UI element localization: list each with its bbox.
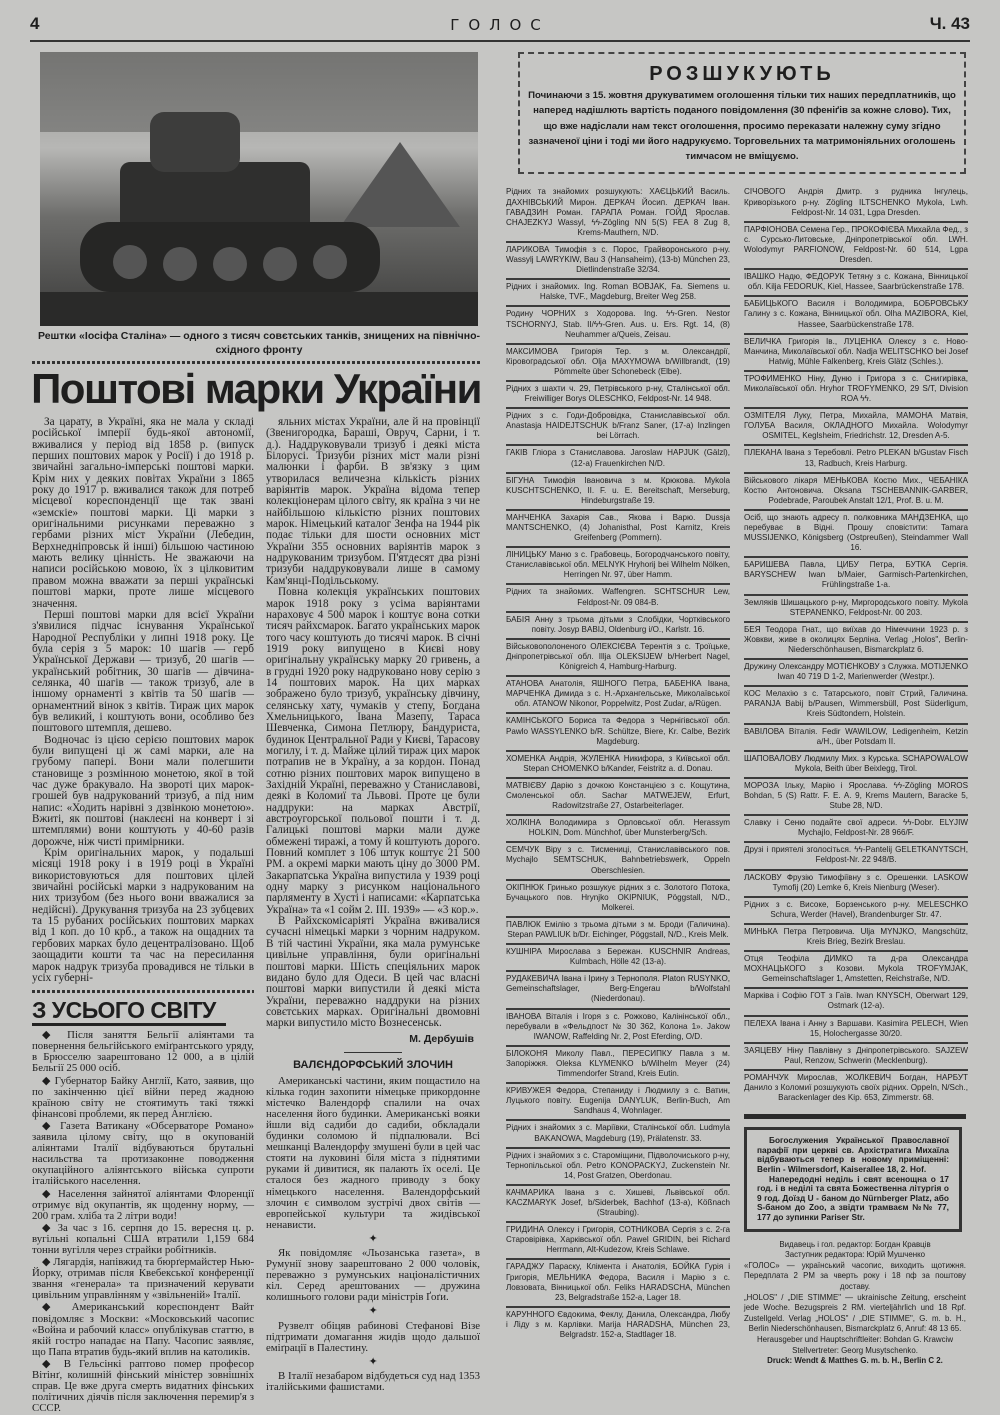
- classified-ad: ІВАШКО Надю, ФЕДОРУК Тетяну з с. Кожана, Вінницької обл. Kilja FEDORUK, Kiel, Hassee, Saarbrückenstraße 178.: [744, 270, 968, 297]
- classifieds-column-1: [506, 185, 730, 1366]
- classified-ad: Осіб, що знають адресу п. полковника МАНДЗЕНКА, що перебуває в Відні. Прошу сповістити: Tamara MUSSIJENKO, Königsberg (Ostpreußen), Steindammer Wall 16.: [744, 511, 968, 558]
- classified-ad: ВАВІЛОВА Віталія. Fedir WAWILOW, Ledigenheim, Ketzin a/H., über Potsdam II.: [744, 725, 968, 752]
- classified-ad: БАБИЦЬКОГО Василя і Володимира, БОБРОВСЬКУ Галину з с. Кожана, Вінницької обл. Olha MAZIBORA, Kiel, Hassee, Saarbückenstraße 178.: [744, 297, 968, 334]
- article-paragraph: В Райхскомісаріяті Україна вживалися сучасні німецькі марки з чорним надруком. В тій частині України, яка мала румунське цивільне управління, були оригінальні поштові марки. Шість спеціяльних марок видано було для Одеси. В цей час власні поштові марки випустили й деякі міста України, переважно наддруки на різних совєтських марках. Оригінальні двомовні марки випустило місто Вознесенськ.: [266, 915, 480, 1030]
- classified-ad: АТАНОВА Анатолія, ЯШНОГО Петра, БАБЕНКА Івана, МАРЧЕНКА Димида з с. Н.-Архангельське, Миколаївської обл. ATANOW Nikonor, Poppelwitz, Post Zudar, a/Rügen.: [506, 677, 730, 714]
- classified-ad: МАНЧЕНКА Захарія Сав., Якова і Варю. Dussja MANTSCHENKO, (4) Johanisthal, Post Karnitz, Kreis Greifenberg (Pommern).: [506, 511, 730, 548]
- photo-caption: Рештки «Іосіфа Сталіна» — одного з тисяч совєтських танків, знищених на північно-східного фронту: [37, 330, 481, 356]
- page-number: 4: [30, 14, 40, 33]
- classified-ad: Отця Теофіла ДИМКО та д-ра Олександра МОХНАЦЬКОГО з Козови. Mykola TROFYMJAK, Gemeinschaftslager 1, Amstetten, Reichstraße, N/D.: [744, 952, 968, 989]
- classified-ad: Військовополоненого ОЛЕКСІЄВА Терентія з с. Троїцьке, Дніпропетрівської обл. Illja OLEKSIJEW b/Herbert Nagel, Königreich 4, Hamburg-Harburg.: [506, 640, 730, 677]
- wanted-notice-box: [518, 52, 966, 174]
- left-column-stack: [32, 417, 254, 1415]
- classified-ad: ОЗМІТЕЛЯ Луку, Петра, Михайла, МАМОНА Матвія, ГОЛУБА Василя, ОКЛАДНОГО Михайла. Wolodymyr OSMITEL, Keglsheim, Friedrichstr. 12, Dresden A-5.: [744, 409, 968, 446]
- classified-ad: БІГУНА Тимофія Івановича з м. Крюкова. Mykola KUSCHTSCHENKO, II. F. u. E. Bereitschaft, Merseburg, Hindeburgstraße 19.: [506, 474, 730, 511]
- crime-article-title: ВАЛЄНДОРФСЬКИЙ ЗЛОЧИН: [293, 1058, 453, 1071]
- news-item: ◆ В Гельсінкі раптово помер професор Вітінґ, колишній фінський міністер зовнішніх справ. Це вже друга смерть видатних фінських політичних діячів після заключення перемир'я з СССР.: [32, 1357, 254, 1415]
- article-paragraph: Водночас із цією серією поштових марок були випущені ці ж самі марки, але на грубому папері. Вони мали полегшити становище з розмінною монетою, якої в той час дуже бракувало. На звороті цих марок-грошей був надрукований тризуб, а під ним напис: «Ходить нарівні з дзвінкою монетою». Вжиті, як поштові (наклеєні на конверт і зі штемплями) вони коштують у 40-60 разів дорожче, ніж чисті примірники.: [32, 733, 254, 848]
- classified-ad: КАЧМАРИКА Івана з с. Хишеві, Львівської обл. KACZMARYK Josef, b/Siderbek, Bachhof (13-a), Kößnach (Straubing).: [506, 1186, 730, 1223]
- classified-ad: Рідних з с. Годи-Добровідка, Станиславівської обл. Anastasja HAIDEJTSCHUK b/Franz Saner, (17-a) Inzlingen bei Lörrach.: [506, 409, 730, 446]
- classified-ad: Рідних і знайомих з с. Маріївки, Сталінської обл. Ludmyla BAKANOWA, Magdeburg (19), Prälatenstr. 33.: [506, 1121, 730, 1148]
- masthead-title: ГОЛОС: [450, 16, 550, 34]
- article-title: Поштові марки України: [31, 365, 481, 412]
- classified-ad: ХОЛКІНА Володимира з Орловської обл. Herassym HOLKIN, Dom. Münchhof, über Munsterberg/Sch.: [506, 816, 730, 843]
- classified-ad: ЛАРИКОВА Тимофія з с. Порос, Грайворонського р-ну. Wassylj LAWRYKIW, Bau 3 (Hansaheim), (13-b) München 23, Dietlindenstraße 32/34.: [506, 243, 730, 280]
- issue-number: Ч. 43: [929, 14, 970, 33]
- classified-ad: ІВАНОВА Віталія і Ігоря з с. Рожково, Калінінської обл., перебували в «Фельдпост № 30 362, Колона 1». Jakow IWANOW, Raffelding Nr. 2, Post Eferding, O/D.: [506, 1010, 730, 1047]
- classified-ad: СІЧОВОГО Андрія Дмитр. з рудника Інгулець, Криворізького р-ну. Zögling ILTSCHENKO Mykola, Lwh. Feldpost-Nr. 14 031, Lgpa Dresden.: [744, 185, 968, 222]
- deputy-line: Заступник редактора: Юрій Мушченко: [784, 1250, 926, 1260]
- classified-ad: БЕЯ Теодора Гнат., що виїхав до Німеччини 1923 р. з Жовкви, живе в околицях Берліна. Verlag „Holos", Berlin-Niederschönhausen, Bismarckplatz 6.: [744, 623, 968, 660]
- classified-ad: Дружину Олександру МОТІЄНКОВУ з Служка. MOTIJENKO Iwan 40 719 D 1-2, Marienwerder (Westpr.).: [744, 660, 968, 687]
- middle-column-stack: [266, 417, 480, 1396]
- notice-text: Починаючи з 15. жовтня друкуватимем оголошення тільки тих наших передплатників, що наперед надішлють вартість поданого повідомлення (30 пфеніґів за кожне слово). Тих, що вже надіслали нам текст оголошення, просимо переказати належну суму згідно зазначеної ціни і тоді ми його надрукуємо. Торговельних та матримоніяльних оголошень тимчасом не вміщуємо.: [528, 90, 956, 163]
- classified-ad: ПАВЛЮК Емілію з трьома дітьми з м. Броди (Галичина). Stepan PAWLIUK b/Dr. Eichinger, Pöggstall, N/D., Kreis Melk.: [506, 918, 730, 945]
- news-item: ◆ Населення зайнятої аліянтами Флоренції отримує від окупантів, як щоденну норму, — 200 грам. хліба та 2 літри води!: [32, 1187, 254, 1222]
- classified-ad: КРИВУЖЕЯ Федора, Степаниду і Людмилу з с. Ватин, Луцького повіту. Eugenija DANYLUK, Berlin-Buch, Am Sandhaus 4, Wohnlager.: [506, 1084, 730, 1121]
- classified-ad: КУШНІРА Мирослава з Бережан. KUSCHNIR Andreas, Kulmbach, Hölle 42 (13-a).: [506, 945, 730, 972]
- classified-ad: Славку і Сеню подайте свої адреси. ϟϟ-Dobr. ELYJIW Mychajlo, Feldpost-Nr. 28 966/F.: [744, 816, 968, 843]
- church-service-notice: [744, 1127, 962, 1231]
- classified-ad: КАРУННОГО Євдокима, Феклу, Данила, Олександра, Любу і Ліду з м. Карлівки. Marija HARADSHA, München 23, Belgradstr. 152-a, Stadtlager 18.: [506, 1309, 730, 1340]
- header-rule: [30, 40, 970, 42]
- tank-illustration: [40, 52, 478, 326]
- article-paragraph: Крім оригінальних марок, у подальші місяці 1918 року і в 1919 році в Україні використовуються для поштових цілей звичайні російські марки з надрукованим на них тризубом (без нього вони вважалися за недійсні). Друкування тризуба на 23 зубцевих та 15 рубаних російських поштових марках від 1 коп. до 10 крб., а також на ощадних та гербових марках було децентралізовано. Щоб заощадити кошти та час на пересилання марок надрук тризуба провадився не тільки в усіх губерні-: [32, 847, 254, 984]
- classified-ad: ПЕЛЕХА Івана і Анну з Варшави. Kasimira PELECH, Wien 15, Holochergasse 30/20.: [744, 1017, 968, 1044]
- classified-ad: Рідних та знайомих розшукують: ХАЄЦЬКИЙ Василь. ДАХНІВСЬКИЙ Мирон. ДЕРКАЧ Йосип. ДЕРКАЧ Іван. ГАВАДЗИН Роман. ГАРАПА Роман. ГОЙД Ярослав. CHAJEZKYJ Wassyl, ϟϟ-Zögling NN 5(S) FEA 8 Zug 8, Krems-Mauthern, N/D.: [506, 185, 730, 242]
- right-section: [506, 52, 968, 1367]
- classified-ad: КАМІНСЬКОГО Бориса та Федора з Чернігівської обл. Pawlo WASSYLENKO b/R. Schültze, Biere, Kr. Calbe, Bezirk Magdeburg.: [506, 714, 730, 751]
- classified-ad: ХОМЕНКА Андрія, ЖУЛЕНКА Никифора, з Київської обл. Stepan CHOMENKO b/Kander, Feistritz a. d. Donau.: [506, 752, 730, 779]
- printer-line: Druck: Wendt & Matthes G. m. b. H., Berlin C 2.: [767, 1356, 943, 1366]
- classified-ad: БІЛОКОНЯ Миколу Павл., ПЕРЕСИПКУ Павла з м. Запоріжжя. Oleksa KLYMENKO b/Wilhelm Meyer (24) Timmendorfer Strand, Kreis Eutin.: [506, 1047, 730, 1084]
- church-notice-paragraph: Богослужения Української Православної парафії при церкві св. Архістратига Михаїла відбуваються тепер в новому приміщенні: Berlin - Wilmersdorf, Kaiserallee 18, 2. Hof.: [757, 1135, 949, 1175]
- classified-ad: Військового лікаря МЕНЬКОВА Костю Мих., ЧЕБАНІКА Костю Антоновича. Oksana TSCHEBANNIK-GARBER, Podebrade, Paroubek Anstalt 12/1, Prof. B. u. M.: [744, 474, 968, 511]
- church-notice-paragraph: Напередодні неділь і свят всенощна о 17 год. і в неділі та свята Божественна літургія о 9 год. Доїзд U - баном до Nürnberger Platz, або S-баном до Zoo, а звідти трамваєм №№ 77, 177 до зупинки Pariser Str.: [757, 1173, 949, 1222]
- classified-ad: Марківа і Софію ГОТ з Гаїв. Iwan KNYSCH, Oberwart 129, Ostmark (12-a).: [744, 989, 968, 1016]
- divider: [344, 1052, 402, 1053]
- about-german: „HOLOS" / „DIE STIMME" — ukrainische Zeitung, erscheint jede Woche. Bezugspreis 2 RM. vierteljährlich und 18 Rpf. Zustellgeld. Verlag „HOLOS" / „DIE STIMME", G. m. b. H., Berlin Niederschönhausen, Bismarckplatz 6, Anruf: 48 13 65.: [744, 1292, 966, 1334]
- news-item: ◆ Губернатор Байку Англії, Като, заявив, що по закінченню цієї війни перед жадною країною світу не стоятимуть такі тяжкі фінансові проблеми, як перед Англією.: [32, 1074, 254, 1120]
- right-column-stack: [744, 185, 968, 1366]
- classified-ad: ШАПОВАЛОВУ Людмилу Мих. з Курська. SCHAPOWALOW Mykola, Beith über Beixlegg, Tirol.: [744, 752, 968, 779]
- news-item: ◆ За час з 16. серпня до 15. вересня ц. р. вугільні копальні США втратили 1,159 684 тонни вугілля через страйки робітників.: [32, 1221, 254, 1256]
- notice-title: РОЗШУКУЮТЬ: [649, 63, 835, 85]
- classified-ad: МАКСИМОВА Григорія Тер. з м. Олександрії, Кіровоградської обл. Olja MAXYMOWA b/Willbrandt, (19) Pömmelte über Schonebeck (Elbe).: [506, 345, 730, 382]
- separator-star: ✦: [368, 1355, 378, 1368]
- classified-ad: Рідних і знайомих з с. Староміщини, Підволочиського р-ну, Тернопільської обл. Petro KONOPACKYJ, Zuckenstein Nr. 14, Post Gratzen, Oberdonau.: [506, 1149, 730, 1186]
- classified-ad: Рідних та знайомих. Waffengren. SCHTSCHUR Lew, Feldpost-Nr. 09 084-B.: [506, 585, 730, 612]
- classified-ad: ПЛЕКАНА Івана з Теребовлі. Petro PLEKAN b/Gustav Fisch 13, Radbuch, Kreis Harburg.: [744, 446, 968, 473]
- classified-ad: Рідних і знайомих. Ing. Roman BOBJAK, Fa. Siemens u. Halske, TVF., Magdeburg, Breiter Weg 258.: [506, 280, 730, 307]
- classified-ad: РОМАНЧУК Мирослав, ЖОЛКЕВИЧ Богдан, НАРБУТ Данило з Коломиї розшукують своїх рідних. Oppeln, N/Sch., Barackenlager des Kip. 653, Zimmerstr. 68.: [744, 1072, 968, 1103]
- classified-ad: ЗАЯЦЕВУ Ніну Павлівну з Дніпропетрівського. SAJZEW Paul, Renzow, Schwerin (Mecklenburg).: [744, 1044, 968, 1071]
- classified-ad: ОКІПНЮК Гринько розшукує рідних з с. Золотого Потока, Бучацького пов. Hrynjko OKIPNIUK, Pöggstall, N/D., Molkerei.: [506, 881, 730, 918]
- news-item: ◆ Лягардія, напівжид та бюрґермайстер Нью-Йорку, отримав після Квебекської конференції звання «генерала» та призначений керувати цивільним управлінням у «звільненій» Італії.: [32, 1256, 254, 1302]
- classified-ad: Рідних з шахти ч. 29, Петрівського р-ну, Сталінської обл. Freiwilliger Borys OLESCHKO, Feldpost-Nr. 14 948.: [506, 382, 730, 409]
- classifieds-area: [506, 185, 968, 1366]
- classified-ad: ЛІНИЦЬКУ Маню з с. Грабовець, Богородчанського повіту, Станиславівської обл. MELNYK Hryhorij bei Wilhelm Nölken, Herringen Nr. 97, über Hamm.: [506, 548, 730, 585]
- deputy-german: Stellvertreter: Georg Musytschenko.: [792, 1345, 918, 1355]
- separator-star: ✦: [368, 1232, 378, 1245]
- news-item: Як повідомляє «Льозанська газета», в Румунії знову заарештовано 2 000 чоловік, переважно з румунських націоналістичних кіл. Серед арештованих — дружина колишнього голови ради міністрів Ґоґи.: [266, 1246, 480, 1304]
- article-paragraph: Перші поштові марки для всієї України з'явилися підчас існування Української Народної Республіки у липні 1918 року. Це була серія з 5 марок: 10 шагів — герб Української Держави — тризуб, 20 шагів — український робітник, 30 шагів — дівчина-селянка, 40 шагів — також тризуб, але в іншому орнаменті з квітів та 50 шагів — орнаментний вінок з квітів. Тираж цих марок був великий, і коштують вони, особливо без поштового штемпля, дешево.: [32, 608, 254, 735]
- classified-ad: ЛАСКОВУ Фрузію Тимофіївну з с. Орешенки. LASKOW Tymofij (20) Lemke 6, Kreis Nienburg (Weser).: [744, 871, 968, 898]
- classified-ad: МАТВІЄВУ Дарію з дочкою Констанцією з с. Кощутина, Смоленської обл. Sachar MATWEJEW, Erfurt, Radowitzstraße 27, Ostarbeiterlager.: [506, 779, 730, 816]
- classified-ad: ПАРФІОНОВА Семена Гер., ПРОКОФІЄВА Михайла Фед., з с. Сурсько-Литовське, Дніпропетрівської обл. LWH. Wolodymyr PARFIONOW, Feldpost-Nr. 60 514, Lgpa Dresden.: [744, 223, 968, 270]
- separator-star: ✦: [368, 1305, 378, 1318]
- article-paragraph: яльних містах України, але й на провінції (Звенигородка, Бараші, Овруч, Сарни, і т. д.). Наддруковували тризуб і деякі міста Білорусі. Тризуби різних міст мали різні малюнки і фарби. В зв'язку з цим утворилася величезна кількість різних варіянтів марок. Україна відома тепер колекціонерам цілого світу, як країна з чи не найбільшою кількістю різних поштових марок. Німецький каталог Зенфа на 1944 рік подає тільки для шости основних міст України 355 основних варіянтів марок з надрукованим тризубом. П'ятдесят два різні тризуби наддруковували лише в самому Кам'янці-Подільському.: [266, 416, 480, 587]
- about-ukrainian: «ГОЛОС» — український часопис, виходить щотижня. Передплата 2 РМ за чверть року і 18 пф за поштову доставу.: [744, 1260, 966, 1291]
- classified-ad: Рідних з с. Високе, Борзенського р-ну. MELESCHKO Schura, Werder (Havel), Brandenburger Str. 47.: [744, 898, 968, 925]
- classified-ad: МИНЬКА Петра Петровича. Ulja MYNJKO, Mangschütz, Kreis Brieg, Bezirk Breslau.: [744, 925, 968, 952]
- news-item: В Італії незабаром відбудеться суд над 1353 італійськими фашистами.: [266, 1369, 480, 1393]
- article-column-2: [266, 417, 480, 1030]
- news-item: ◆ Після заняття Бельгії аліянтами та повернення бельгійського еміґрантського уряду, в Брюсселю заарештовано 12 000, а в цілій Бельгії 25 000 осіб.: [32, 1029, 254, 1075]
- news-item: ◆ Газета Ватикану «Обсерваторе Романо» заявила цілому світу, що в окупованій аліянтами Італії відбуваються брутальні насильства та протизаконне поводження окупаційного аліянтського війська супроти італійського населення.: [32, 1119, 254, 1188]
- imprint: [744, 1240, 966, 1367]
- divider: [744, 1114, 966, 1119]
- classified-ad: БАБІЯ Анну з трьома дітьми з Слобідки, Чортківського повіту. Josyp BABIJ, Oldenburg i/O., Karlstr. 16.: [506, 613, 730, 640]
- world-news-list: [32, 1030, 254, 1415]
- classified-ad: ГАКІВ Гліора з Станиславова. Jaroslaw HAPJUK (Gälzl), (12-a) Frauenkirchen N/D.: [506, 446, 730, 473]
- divider: [32, 990, 254, 993]
- article-author: М. Дербушів: [409, 1032, 474, 1045]
- classified-ad: КОС Мелахію з с. Татарського, повіт Стрий, Галичина. PARANJA Babij b/Pausen, Wimmersbüll, Post Süderligum, Kreis Südtondern, Holstein.: [744, 687, 968, 724]
- classified-ad: Друзі і приятелі зголосіться. ϟϟ-Pantelij GELETKANYTSCH, Feldpost-Nr. 22 948/B.: [744, 843, 968, 870]
- classified-ad: МОРОЗА Ільку, Марію і Ярослава. ϟϟ-Zögling MOROS Bohdan, 5 (S) Rattr. F. E. A. 9, Krems Mautern, Baracke 5, Stube 28, N/D.: [744, 779, 968, 816]
- classified-ad: ГАРАДЖУ Параску, Клімента і Анатолія, БОЙКА Гурія і Григорія, МЕЛЬНИКА Федора, Василя і Марію з с. Ловзовата, Вінницької обл. Feliks HARADSCHA, München 23, Belgradstraße 152-a, Lager 18.: [506, 1260, 730, 1307]
- classified-ad: ГРИДИНА Олексу і Григорія, СОТНИКОВА Сергія з с. 2-га Старовірівка, Харківської обл. Pawel GRIDIN, bei Richard Herrmann, Alt-Kudezow, Kreis Schlawe.: [506, 1223, 730, 1260]
- classified-ad: Родину ЧОРНИХ з Ходорова. Ing. ϟϟ-Gren. Nestor TSCHORNYJ, Stab. II/ϟϟ-Gren. Aus. u. Ers. Rgt. 14, (8) Neuhammer a/Queis, Zeisau.: [506, 307, 730, 344]
- classified-ad: РУДАКЕВИЧА Івана і Ірину з Тернополя. Platon RUSYNKO, Gemeinschaftslager, Berg-Engerau b/Wolfstahl (Niederdonau).: [506, 972, 730, 1009]
- article-paragraph: За царату, в Україні, яка не мала у складі російської імперії будь-якої автономії, вживалися у період від 1858 р. (випуск перших поштових марок у Росії) і до 1918 р. звичайні загально-імперські поштові марки. Крім них у деяких повітах України з 1865 року до 1917 р. вживалися також для потреб місцевої кореспонденції ще так звані «земскіе» поштові марки. Ці марки з оригінальними рисунками переважно з гербами різних міст України (Лебедин, Верхнедніпровськ й інші) більшою частиною мають велику цінність. Не зважаючи на написи російською мовою, їх з цілковитим правом можна вважати за перші українські поштові марки, проте лише місцевого значення.: [32, 416, 254, 610]
- news-item: Рузвелт обіцяв рабинові Стефанові Візе підтримати домагання жидів щодо дальшої еміґрації в Палестину.: [266, 1319, 480, 1354]
- publisher-line: Видавець і гол. редактор: Богдан Кравців: [779, 1239, 931, 1249]
- classified-ad: СЕМЧУК Віру з с. Тисмениці, Станиславівського пов. Mychajlo SEMTSCHUK, Bahnbetriebswerk, Oppeln Oberschlesien.: [506, 843, 730, 880]
- crime-article-text: Американські частини, яким пощастило на кілька годин захопити німецьке прикордонне містечко Валендорф спалили на очах населення його будинки. Американські вояки йшли від садиби до садиби, обкладали будинки соломою й підпалювали. Всі мешканці Валендорфу змушені були в цей час стояти на луковині біля міста з піднятими руками й дивитися, як палають їх оселі. Це сталося без жадного приводу з боку німецького населення. Валендорфський злочин є символом зустрічі двох світів — европейської культури та жидівської ненависти.: [266, 1074, 480, 1231]
- crime-article: [266, 1076, 480, 1397]
- classifieds-column-2: [744, 185, 968, 1106]
- article-paragraph: Повна колекція українських поштових марок 1918 року з усіма варіянтами нараховує 4 500 марок і коштує вона сотки тисяч райхсмарок. Багато українських марок того часу коштують до тисячі марок. В січні 1919 року випущено в Києві нову оригінальну українську марку 20 гривень, а в грудні 1920 року надруковано нову серію з 14 поштових марок. На цих марках зображено було тризуб, українську дівчину, селянську хату, чумаків у степу, Богдана Хмельницького, Івана Мазепу, Тараса Шевченка, Симона Петлюру, Бандуриста, будинок Центральної Ради у Києві, Тарасову могилу, і т. д. Майже цілий тираж цих марок потрапив не в Україну, а за кордон. Понад сотню різних поштових марок випущено в Західній Україні, переважно у Станиславові, деякі в Коломиї та Львові. Проте це були наддруки: на марках Австрії, австроугорської польової пошти і т. д. Галицькі поштові марки мали дуже обмежені тиражі, а тому й коштують дорого. Повний комплет з 106 штук коштує 21 500 РМ. а окремі марки мають ціну до 3000 РМ. Закарпатська Україна випустила у 1939 році одну марку з рисунком національного парляменту в Хусті і написами: «Карпатська Україна» та «1 сойм 2. III. 1939» — «3 кор.».: [266, 586, 480, 916]
- article-column-1: [32, 417, 254, 984]
- world-news-title: З УСЬОГО СВІТУ: [32, 997, 226, 1026]
- classified-ad: ТРОФИМЕНКО Ніну, Дуню і Григора з с. Снигирівка, Миколаївської обл. Hryhor TROFYMENKO, 29 S/T, Division ROA ϟϟ.: [744, 372, 968, 409]
- news-item: ◆ Американський кореспондент Вайт повідомляє з Москви: «Московський часопис «Война и рабочий класс» опублікував статтю, в якій гостро нападає на Папу. Часопис заявляє, що Папа втратив будь-який вплив на католиків.: [32, 1301, 254, 1358]
- divider: [32, 361, 480, 364]
- classified-ad: БАРИШЕВА Павла, ЦИБУ Петра, БУТКА Сергія. BARYSCHEW Iwan b/Maier, Garmisch-Partenkirchen, Frühlingstraße 1-a.: [744, 558, 968, 595]
- tank-photo: [40, 52, 478, 326]
- classified-ad: ВЕЛИЧКА Григорія Ів., ЛУЦЕНКА Олексу з с. Ново-Манчина, Миколаївської обл. Nadja WELITSCHKO bei Josef Hatwig, Mühle Falkenberg, Kreis Glätz (Schles.).: [744, 335, 968, 372]
- classified-ad: Земляків Шишацького р-ну, Миргородського повіту. Mykola STEPANENKO, Feldpost-Nr. 00 203.: [744, 596, 968, 623]
- editor-german: Herausgeber und Hauptschriftleiter: Bohdan G. Krawciw: [756, 1334, 954, 1344]
